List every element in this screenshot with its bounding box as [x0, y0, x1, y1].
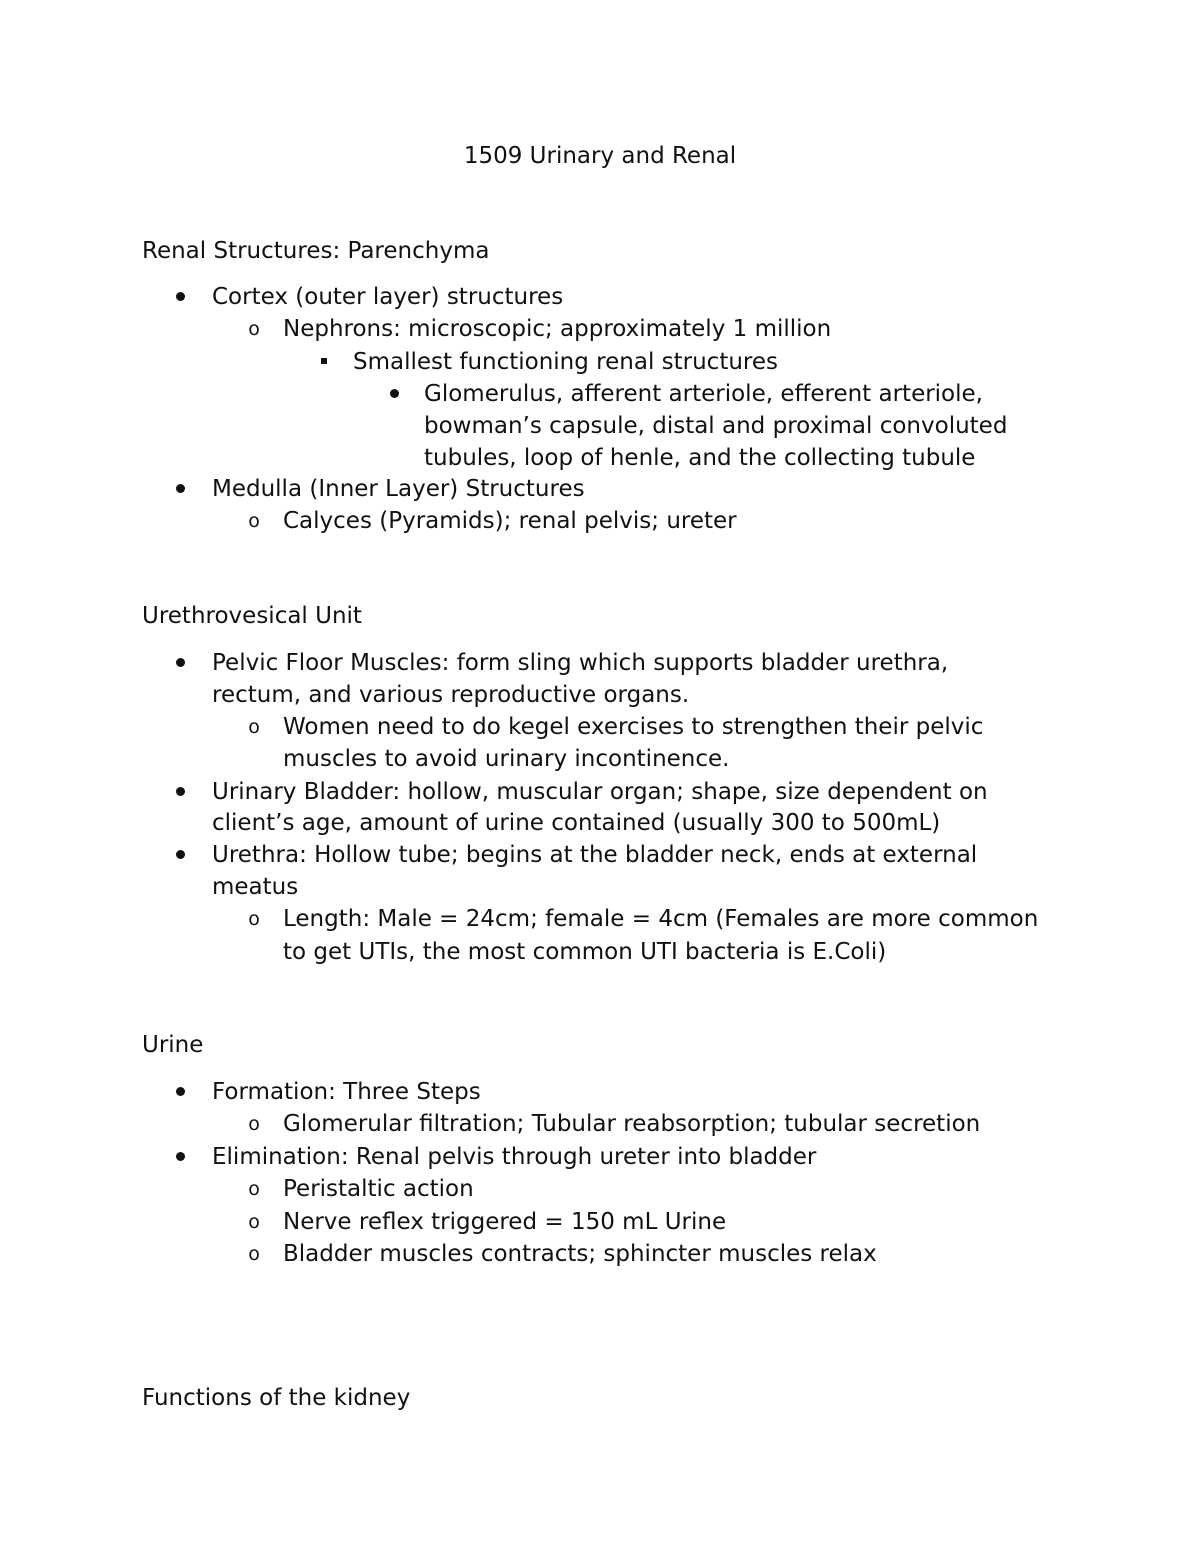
list-item-continuation: rectum, and various reproductive organs. — [212, 682, 690, 708]
renal-list — [0, 281, 1200, 537]
list-item-continuation: client’s age, amount of urine contained (usually 300 to 500mL) — [212, 810, 941, 836]
list-item: o Length: Male = 24cm; female = 4cm (Females are more common — [0, 903, 1200, 936]
list-item: Smallest functioning renal structures — [0, 346, 1200, 378]
list-item: Urinary Bladder: hollow, muscular organ; shape, size dependent on — [0, 776, 1200, 807]
circle-bullet-icon: o — [248, 1178, 260, 1200]
list-item-continuation: bowman’s capsule, distal and proximal convoluted — [424, 413, 1008, 439]
section-heading-urethrovesical: Urethrovesical Unit — [142, 603, 362, 629]
list-item: Pelvic Floor Muscles: form sling which supports bladder urethra, — [0, 647, 1200, 679]
circle-bullet-icon: o — [248, 908, 260, 930]
section-heading-functions: Functions of the kidney — [142, 1385, 411, 1411]
circle-bullet-icon: o — [248, 1211, 260, 1233]
list-item-continuation: to get UTIs, the most common UTI bacteria is E.Coli) — [283, 939, 887, 965]
list-item: o Calyces (Pyramids); renal pelvis; ureter — [0, 505, 1200, 537]
list-item: o Peristaltic action — [0, 1173, 1200, 1206]
list-item: o Bladder muscles contracts; sphincter muscles relax — [0, 1238, 1200, 1270]
list-item-continuation: meatus — [212, 874, 299, 900]
section-heading-urine: Urine — [142, 1032, 204, 1058]
bullet-icon — [384, 378, 404, 410]
square-bullet-icon — [314, 346, 334, 378]
urethrovesical-list — [0, 647, 1200, 968]
list-item: Urethra: Hollow tube; begins at the bladder neck, ends at external — [0, 839, 1200, 871]
list-item: Elimination: Renal pelvis through ureter into bladder — [0, 1141, 1200, 1173]
list-item: o Nerve reflex triggered = 150 mL Urine — [0, 1206, 1200, 1238]
circle-bullet-icon: o — [248, 318, 260, 340]
list-item: Glomerulus, afferent arteriole, efferent arteriole, — [0, 378, 1200, 410]
bullet-icon — [170, 1141, 190, 1173]
list-item: Formation: Three Steps — [0, 1076, 1200, 1108]
circle-bullet-icon: o — [248, 1113, 260, 1135]
document-title: 1509 Urinary and Renal — [463, 143, 737, 169]
list-item: Medulla (Inner Layer) Structures — [0, 473, 1200, 505]
bullet-icon — [170, 776, 190, 808]
circle-bullet-icon: o — [248, 510, 260, 532]
circle-bullet-icon: o — [248, 1243, 260, 1265]
list-item: o Women need to do kegel exercises to strengthen their pelvic — [0, 711, 1200, 743]
section-heading-renal: Renal Structures: Parenchyma — [142, 238, 490, 264]
list-item: o Glomerular filtration; Tubular reabsorption; tubular secretion — [0, 1108, 1200, 1141]
bullet-icon — [170, 473, 190, 505]
list-item-continuation: muscles to avoid urinary incontinence. — [283, 746, 730, 772]
bullet-icon — [170, 647, 190, 679]
bullet-icon — [170, 281, 190, 313]
list-item: o Nephrons: microscopic; approximately 1 million — [0, 313, 1200, 346]
list-item-continuation: tubules, loop of henle, and the collecting tubule — [424, 445, 976, 471]
list-item: Cortex (outer layer) structures — [0, 281, 1200, 313]
circle-bullet-icon: o — [248, 716, 260, 738]
urine-list — [0, 1076, 1200, 1270]
bullet-icon — [170, 839, 190, 871]
bullet-icon — [170, 1076, 190, 1108]
